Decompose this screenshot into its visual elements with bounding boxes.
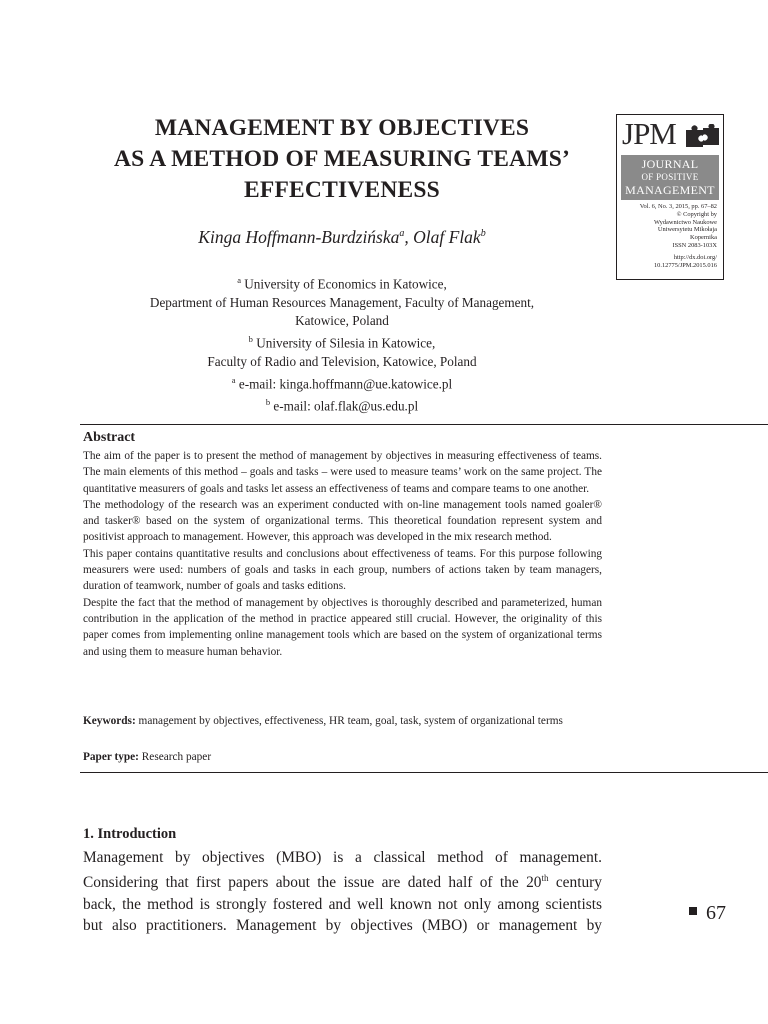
abstract-body bbox=[83, 448, 602, 660]
keywords bbox=[83, 713, 602, 729]
affiliation-line: $^a$ University of Economics in Katowice, bbox=[237, 275, 447, 292]
paper-type bbox=[83, 749, 602, 765]
journal-info-line: ISSN 2083-103X bbox=[672, 241, 717, 249]
page-number bbox=[689, 902, 726, 925]
abstract-paragraph: This paper contains quantitative results and conclusions about effectiveness of teams. For this purpose following measurers were used: numbers of goals and tasks in each group, numbers of actions taken by team managers, duration of teamwork, number of goals and tasks editions. bbox=[83, 547, 602, 593]
email-line bbox=[80, 371, 604, 394]
title-line: EFFECTIVENESS bbox=[244, 177, 440, 203]
journal-info-line: Uniwersytetu Mikołaja bbox=[657, 226, 717, 234]
author-list bbox=[80, 227, 604, 248]
author-name: Olaf Flak bbox=[413, 227, 481, 247]
ordinal-suffix: th bbox=[541, 873, 549, 884]
affiliation-mark: b bbox=[265, 397, 271, 408]
affiliation-line: Katowice, Poland bbox=[295, 312, 389, 328]
keywords-label: Keywords: bbox=[83, 715, 136, 727]
introduction-body bbox=[83, 847, 602, 936]
journal-name-line: MANAGEMENT bbox=[625, 183, 715, 197]
title-line: AS A METHOD OF MEASURING TEAMS’ bbox=[113, 146, 571, 172]
author-separator: , bbox=[404, 227, 414, 247]
paper-type-text: Research paper bbox=[138, 751, 212, 763]
journal-name-line: JOURNAL bbox=[641, 157, 699, 171]
affiliation-mark: a bbox=[237, 275, 241, 285]
journal-logo-text: JPM bbox=[622, 116, 676, 151]
body-line: Considering that first papers about the issue are dated half of the 20th century bbox=[83, 873, 602, 892]
section-heading: 1. Introduction bbox=[83, 826, 177, 842]
journal-info bbox=[617, 200, 723, 269]
abstract-top-divider bbox=[80, 424, 768, 425]
journal-name-line: OF POSITIVE bbox=[641, 172, 699, 182]
abstract-paragraph: The methodology of the research was an experiment conducted with on-line management tools named goaler® and tasker® based on the system of organizational terms. This theoretical foundation represent system and positivist approach to management. However, this approach was developed in the mix research method. bbox=[83, 498, 602, 544]
journal-logo bbox=[616, 114, 724, 280]
page-number-value: 67 bbox=[706, 902, 726, 924]
abstract-paragraph: Despite the fact that the method of management by objectives is thoroughly described and parameterized, human contribution in the application of the method in practice appeared still crucial. However, the originality of this paper comes from implementing online management tools which are based on the system of organizational terms and using them to measure human behavior. bbox=[83, 596, 602, 658]
paper-type-label: Paper type: bbox=[83, 751, 139, 763]
affiliation-line: Faculty of Radio and Television, Katowice, Poland bbox=[207, 353, 477, 369]
paper-title bbox=[80, 113, 604, 206]
square-bullet-icon bbox=[689, 907, 697, 915]
affiliations bbox=[80, 271, 604, 416]
journal-name-band bbox=[621, 155, 719, 200]
journal-doi-line[interactable]: 10.12775/JPM.2015.016 bbox=[653, 261, 717, 269]
journal-info-line: © Copyright by bbox=[676, 210, 717, 218]
affiliation-mark: a bbox=[231, 374, 236, 385]
affiliation-line: Department of Human Resources Management, Faculty of Management, bbox=[149, 294, 535, 310]
abstract-paragraph: The aim of the paper is to present the method of management by objectives in measuring effectiveness of teams. The main elements of this method – goals and tasks – were used to measure teams’ work on the same project. The quantitative measurers of goals and tasks let assess an effectiveness of teams and compare teams to one another. bbox=[83, 450, 602, 495]
body-line: but also practitioners. Management by objectives (MBO) or management by bbox=[83, 916, 602, 934]
puzzle-icon bbox=[684, 124, 720, 153]
author-affiliation-mark: a bbox=[399, 228, 405, 240]
body-line: back, the method is strongly fostered and well known not only among scientists bbox=[83, 895, 602, 913]
abstract-heading: Abstract bbox=[83, 430, 136, 445]
affiliation-mark: b bbox=[248, 334, 253, 344]
journal-doi-line[interactable]: http://dx.doi.org/ bbox=[673, 253, 717, 261]
author-affiliation-mark: b bbox=[480, 228, 486, 240]
email-line bbox=[80, 393, 604, 416]
body-line: Management by objectives (MBO) is a classical method of management. bbox=[83, 849, 602, 866]
journal-info-line: Wydawnictwo Naukowe bbox=[654, 218, 717, 226]
journal-info-line: Vol. 6, No. 3, 2015, pp. 67–82 bbox=[639, 203, 717, 210]
email-address: e-mail: kinga.hoffmann@ue.katowice.pl bbox=[238, 376, 453, 392]
keywords-text: management by objectives, effectiveness, HR team, goal, task, system of organizational terms bbox=[135, 715, 563, 727]
email-address: e-mail: olaf.flak@us.edu.pl bbox=[273, 398, 419, 414]
journal-info-line: Kopernika bbox=[690, 234, 717, 242]
affiliation-line: $^b$ University of Silesia in Katowice, bbox=[248, 334, 436, 351]
journal-logo-header bbox=[617, 115, 723, 155]
title-line: MANAGEMENT BY OBJECTIVES bbox=[154, 115, 530, 141]
author-name: Kinga Hoffmann-Burdzińska bbox=[198, 227, 400, 247]
abstract-bottom-divider bbox=[80, 772, 768, 773]
